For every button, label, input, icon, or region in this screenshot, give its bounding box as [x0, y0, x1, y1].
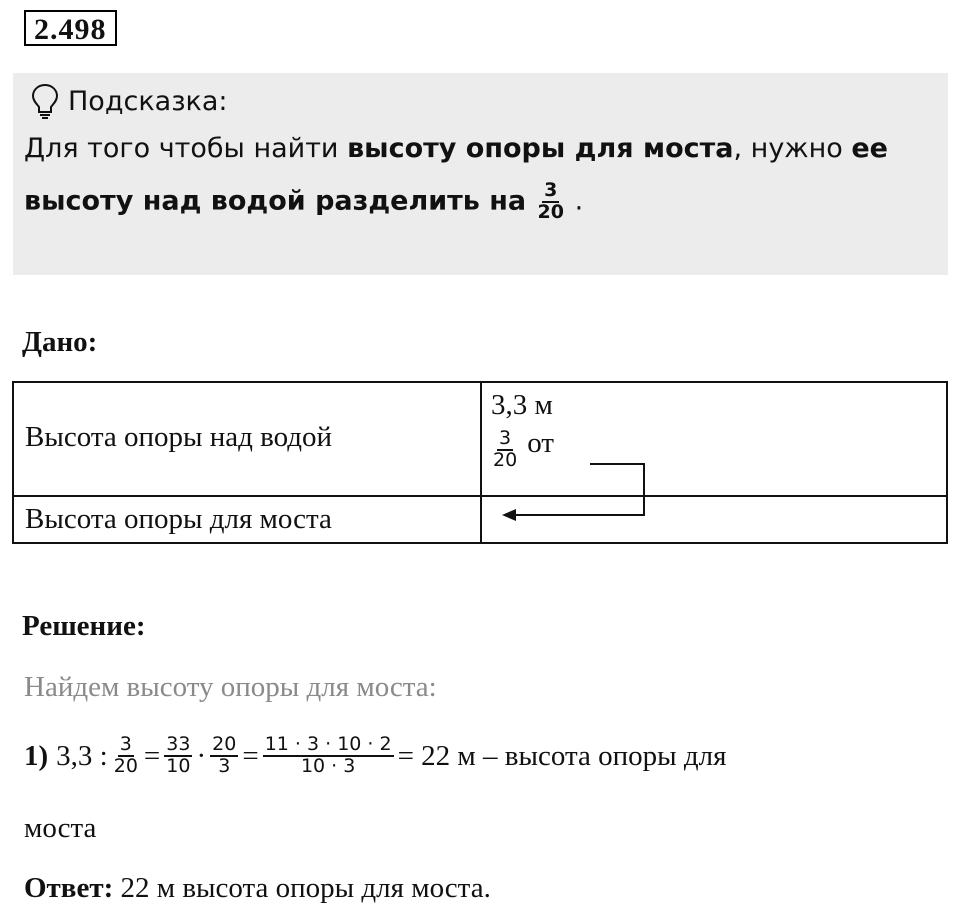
hint-title-text: Подсказка: — [68, 85, 228, 117]
step-result: = 22 м – высота опоры для — [397, 739, 727, 772]
step-label: 1) — [24, 739, 49, 772]
solution-heading: Решение: — [22, 610, 146, 642]
solution-step-1 — [24, 725, 726, 787]
hint-line-1 — [24, 133, 888, 164]
hint-bold-text: ее — [851, 133, 888, 164]
given-table — [12, 381, 948, 544]
step-result-continued: моста — [24, 812, 97, 844]
answer-line — [24, 872, 491, 905]
row1-fraction: $\frac{3}{20}$ — [493, 427, 518, 471]
multiply-dot: · — [196, 739, 207, 772]
answer-label: Ответ: — [24, 872, 114, 904]
hint-box — [13, 73, 948, 275]
fraction-2: $\frac{33}{10}$ — [166, 733, 191, 777]
hint-text: Для того чтобы найти — [24, 133, 348, 164]
arrow-connector-icon — [494, 453, 654, 523]
table-divider — [480, 383, 482, 542]
hint-bold-text: высоту над водой разделить на — [24, 185, 536, 217]
equals-sign: = — [143, 739, 161, 772]
fraction-3: $\frac{20}{3}$ — [212, 733, 237, 777]
step-lhs: 3,3 : — [56, 739, 108, 772]
lightbulb-icon — [30, 83, 60, 119]
given-heading: Дано: — [22, 326, 98, 358]
fraction-1: $\frac{3}{20}$ — [113, 733, 138, 777]
row2-label: Высота опоры для моста — [25, 503, 332, 535]
table-divider — [14, 495, 946, 497]
hint-bold-text: высоту опоры для моста — [347, 133, 734, 164]
problem-number: 2.498 — [24, 10, 117, 46]
fraction-4: $\frac{11 \cdot 3 \cdot 10 \cdot 2}{10 \cdot 3}$ — [264, 733, 392, 777]
hint-title — [30, 83, 228, 119]
row1-suffix: от — [527, 427, 554, 460]
row1-value: 3,3 м — [491, 389, 553, 421]
row1-label: Высота опоры над водой — [25, 421, 333, 453]
hint-text: . — [574, 185, 584, 217]
hint-text: , нужно — [733, 133, 852, 164]
hint-fraction: $\frac{3}{20}$ — [537, 179, 564, 223]
equals-sign: = — [242, 739, 259, 772]
solution-intro: Найдем высоту опоры для моста: — [24, 671, 437, 703]
answer-text: 22 м высота опоры для моста. — [113, 872, 491, 904]
hint-line-2 — [24, 181, 583, 223]
